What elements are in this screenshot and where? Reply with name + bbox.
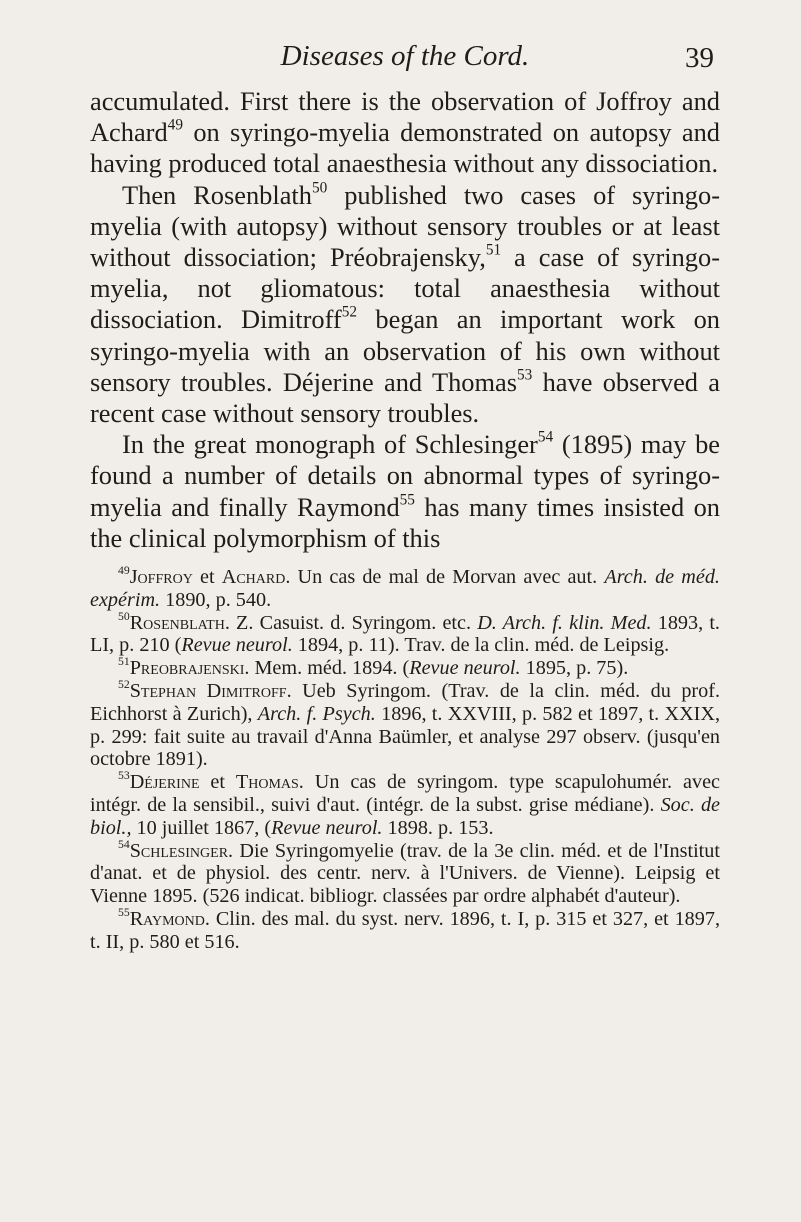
footnote-ref: 50 — [311, 179, 328, 197]
footnote-55: $^{55}$Raymond. Clin. des mal. du syst. nerv. 1896, t. I, p. 315 et 327, et 1897, t. II, p. 580 et 516. — [90, 906, 720, 953]
footnote-53: $^{53}$Déjerine et Thomas. Un cas de syringom. type scapulohumér. avec intégr. de la sensibil., suivi d'aut. (intégr. de la subst. grise médiane). Soc. de biol., 10 juillet 1867, (Revue neurol. 1898. p. 153. — [90, 769, 721, 839]
running-title: Diseases of the Cord. — [280, 40, 530, 72]
footnote-ref: 49 — [167, 116, 183, 134]
footnote-54: $^{54}$Schlesinger. Die Syringomyelie (trav. de la 3e clin. méd. et de l'Institut d'anat. et de physiol. des centr. nerv. à l'Univers. de Vienne). Leipsig et Vienne 1895. (526 indicat. bibliogr. classées par ordre alphabét d'auteur). — [90, 837, 720, 908]
footnote-51: $^{51}$Preobrajenski. Mem. méd. 1894. (Revue neurol. 1895, p. 75). — [118, 655, 629, 680]
body-text — [90, 86, 720, 554]
footnote-ref: 53 — [516, 366, 533, 384]
page-header — [90, 36, 720, 86]
footnote-52: $^{52}$Stephan Dimitroff. Ueb Syringom. (Trav. de la clin. méd. du prof. Eichhorst à Zurich), Arch. f. Psych. 1896, t. XXVIII, p. 582 et 1897, t. XXIX, p. 299: fait suite au travail d'Anna Baümler, et analyse 297 observ. (jusqu'en octobre 1891). — [90, 678, 720, 771]
footnote-50: $^{50}$Rosenblath. Z. Casuist. d. Syringom. etc. D. Arch. f. klin. Med. 1893, t. LI, p. 210 (Revue neurol. 1894, p. 11). Trav. de la clin. méd. de Leipsig. — [90, 609, 720, 657]
footnote-49: $^{49}$Joffroy et Achard. Un cas de mal de Morvan avec aut. Arch. de méd. expérim. 1890, p. 540. — [90, 564, 720, 611]
book-page — [90, 36, 720, 954]
footnote-ref: 52 — [341, 303, 358, 321]
paragraph-3: In the great monograph of Schlesinger$^{54}$ (1895) may be found a number of details on abnormal types of syringo-myelia and finally Raymond$^{55}$ has many times insisted on the clinical polymorphism of this — [90, 428, 720, 553]
paragraph-1: accumulated. First there is the observation of Joffroy and Achard$^{49}$ on syringo-myelia demonstrated on autopsy and having produced total anaesthesia without any dissociation. — [90, 86, 720, 179]
footnote-ref: 55 — [399, 491, 415, 509]
page-number: 39 — [685, 42, 714, 74]
paragraph-2: Then Rosenblath$^{50}$ published two cases of syringo-myelia (with autopsy) without sensory troubles or at least without dissociation; Préobrajensky,$^{51}$ a case of syringo-myelia, not gliomatous: total anaesthesia without dissociation. Dimitroff$^{52}$ began an important work on syringo-myelia with an observation of his own without sensory troubles. Déjerine and Thomas$^{53}$ have observed a recent case without sensory troubles. — [90, 179, 721, 429]
footnote-ref: 54 — [537, 428, 554, 446]
footnotes — [90, 566, 720, 954]
footnote-ref: 51 — [485, 241, 502, 259]
